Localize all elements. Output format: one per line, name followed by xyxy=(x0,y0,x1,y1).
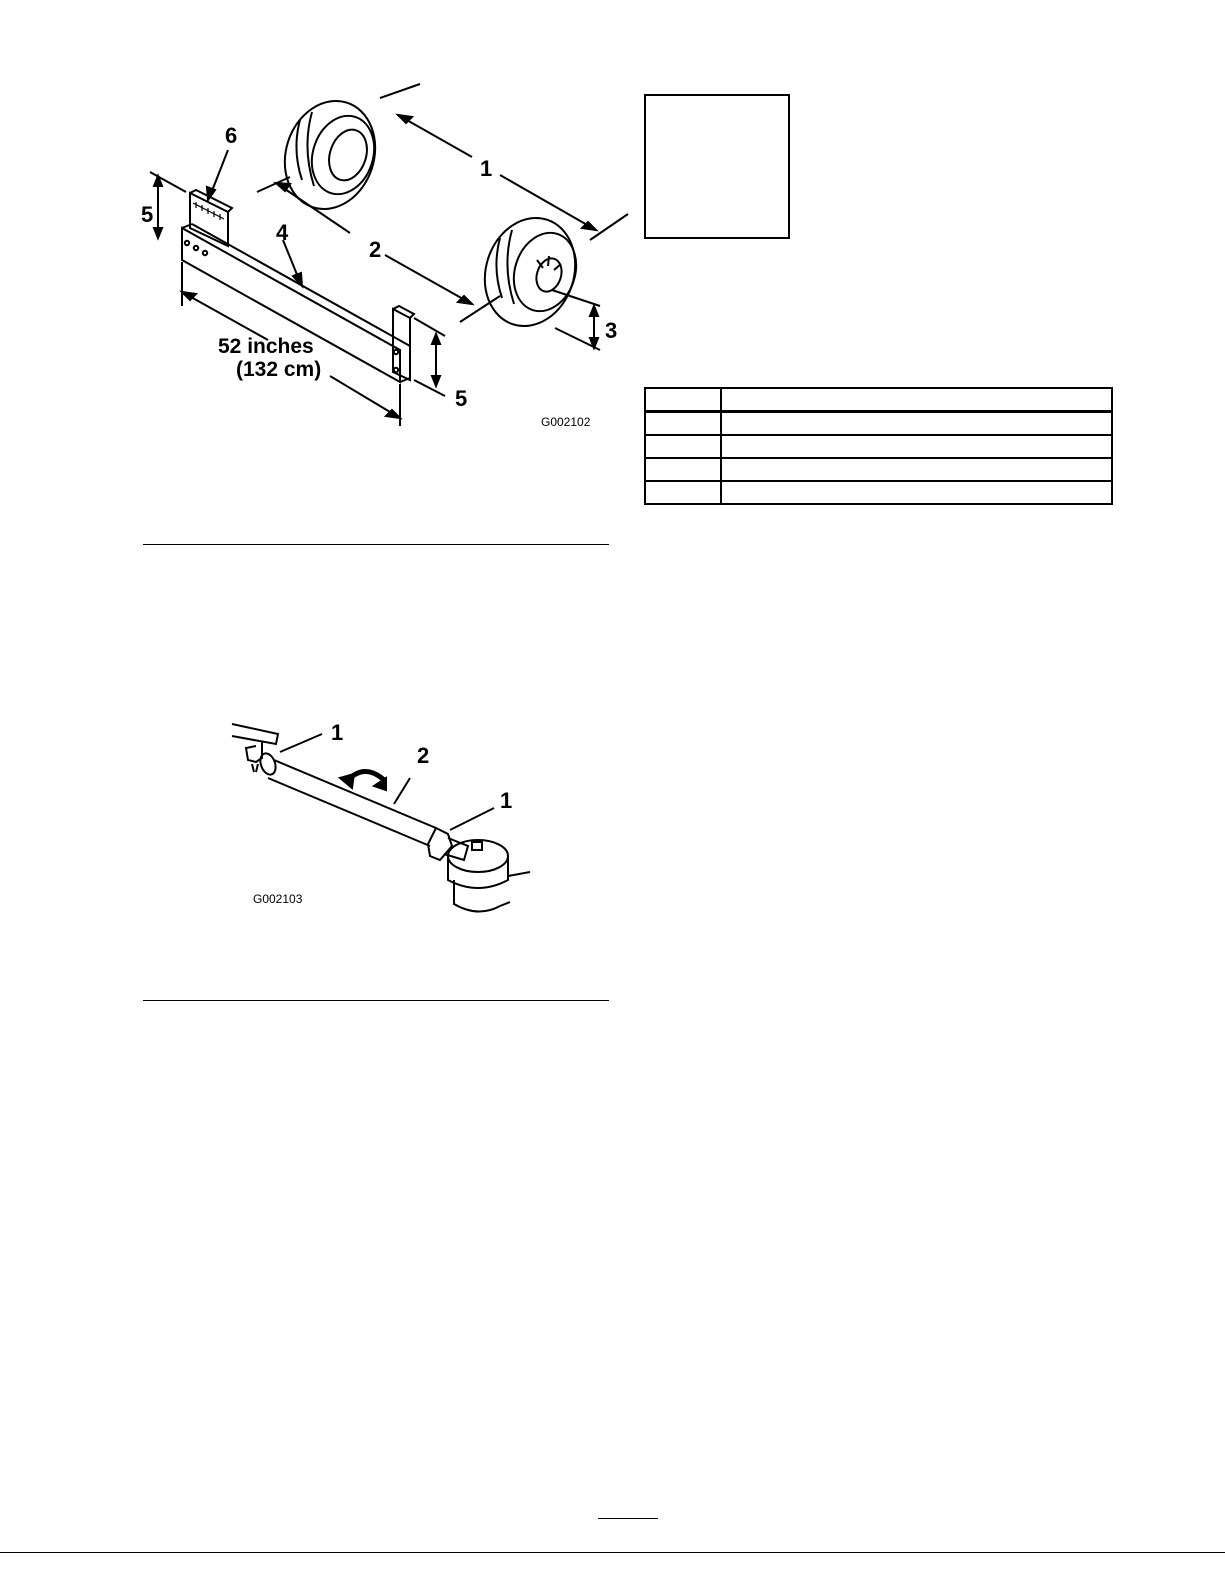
figure-code: G002102 xyxy=(541,415,591,429)
page-bottom-rule xyxy=(0,1552,1225,1553)
callout-2: 2 xyxy=(417,743,430,768)
callout-6: 6 xyxy=(225,123,238,148)
callout-1-left: 1 xyxy=(331,720,344,745)
callout-3: 3 xyxy=(605,318,618,343)
callout-4: 4 xyxy=(276,220,289,245)
callout-5-left: 5 xyxy=(141,202,154,227)
callout-2: 2 xyxy=(369,237,382,262)
callout-1-right: 1 xyxy=(500,788,513,813)
dimension-label-cm: (132 cm) xyxy=(236,358,322,381)
callout-1: 1 xyxy=(480,156,493,181)
dimension-label-inches: 52 inches xyxy=(218,335,314,358)
callout-5-right: 5 xyxy=(455,386,468,411)
figure-code: G002103 xyxy=(253,892,303,906)
page-number-underline xyxy=(598,1518,658,1519)
figure-2-bottom-rule xyxy=(143,1000,609,1001)
